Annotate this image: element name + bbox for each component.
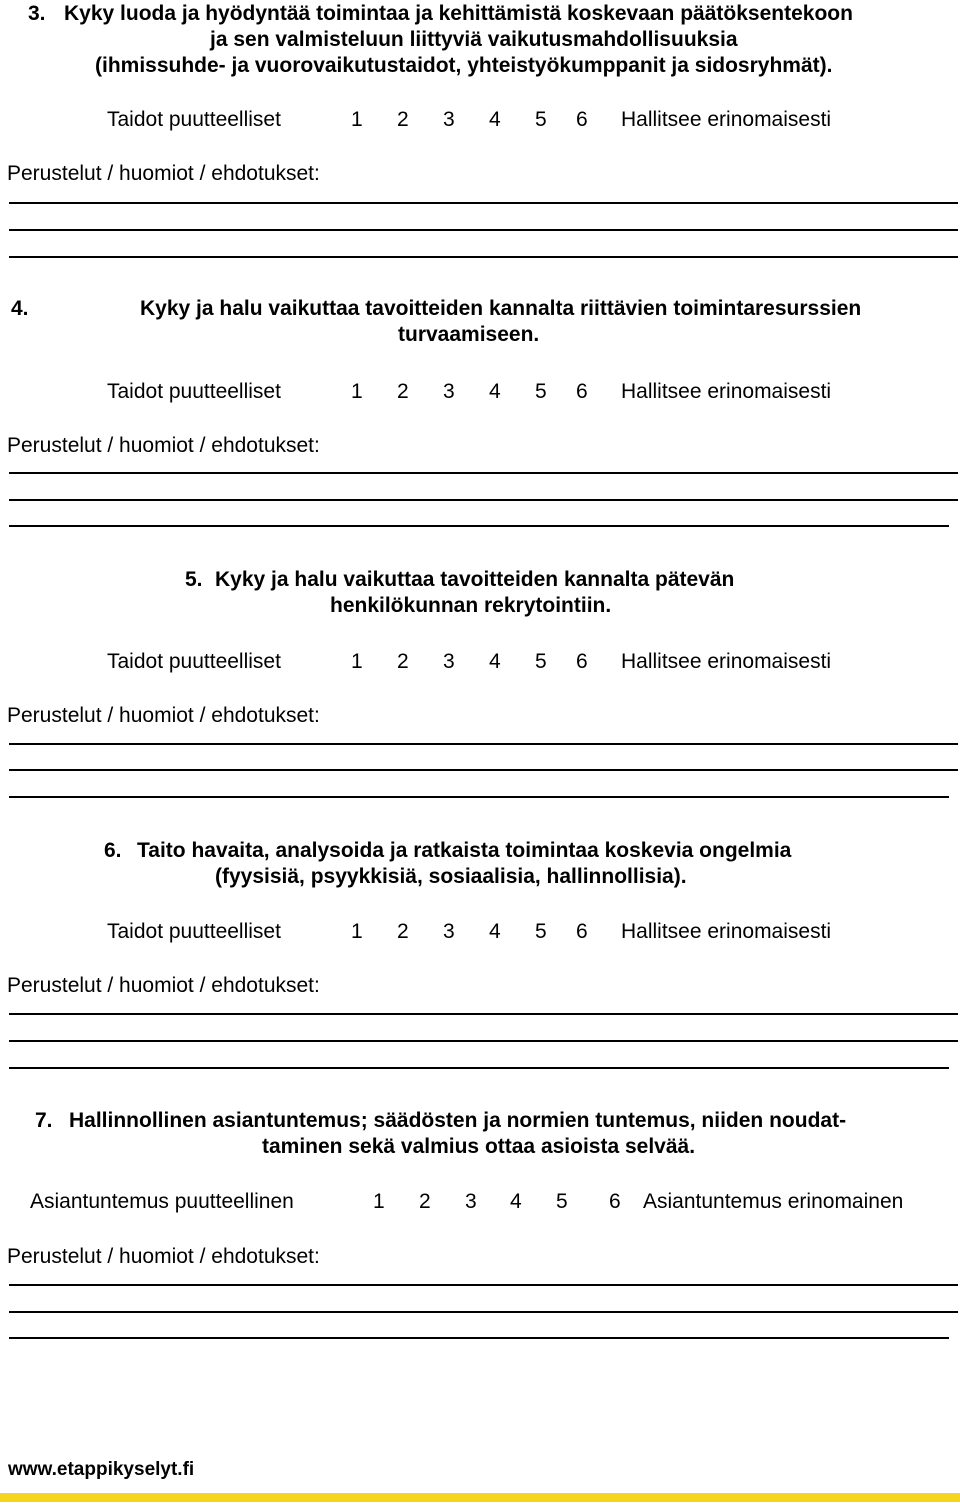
scale-option-4[interactable]: 4 [489, 108, 501, 131]
scale-option-4[interactable]: 4 [489, 650, 501, 673]
question-3-text-line-3: (ihmissuhde- ja vuorovaikutustaidot, yhteistyökumppanit ja sidosryhmät). [95, 54, 833, 77]
scale-option-6[interactable]: 6 [576, 650, 588, 673]
question-3-reasons-label: Perustelut / huomiot / ehdotukset: [7, 162, 320, 185]
question-6-number: 6. [104, 839, 122, 862]
scale-low-label: Taidot puutteelliset [107, 108, 281, 131]
scale-option-5[interactable]: 5 [556, 1190, 568, 1213]
question-6-text-line-2: (fyysisiä, psyykkisiä, sosiaalisia, hallinnollisia). [215, 865, 687, 888]
scale-option-2[interactable]: 2 [397, 650, 409, 673]
scale-option-1[interactable]: 1 [351, 920, 363, 943]
scale-option-5[interactable]: 5 [535, 920, 547, 943]
scale-option-1[interactable]: 1 [373, 1190, 385, 1213]
scale-high-label: Hallitsee erinomaisesti [621, 380, 832, 403]
question-5-rating-scale [0, 650, 960, 676]
scale-option-1[interactable]: 1 [351, 380, 363, 403]
scale-low-label: Taidot puutteelliset [107, 650, 281, 673]
scale-option-3[interactable]: 3 [443, 108, 455, 131]
scale-high-label: Hallitsee erinomaisesti [621, 108, 832, 131]
scale-low-label: Taidot puutteelliset [107, 920, 281, 943]
question-5-number: 5. [185, 568, 203, 591]
scale-option-2[interactable]: 2 [397, 108, 409, 131]
question-3-rating-scale [0, 108, 960, 134]
question-7-number: 7. [35, 1109, 53, 1132]
scale-option-4[interactable]: 4 [489, 380, 501, 403]
footer-accent-bar [0, 1493, 960, 1502]
scale-option-2[interactable]: 2 [419, 1190, 431, 1213]
question-6-text-line-1: Taito havaita, analysoida ja ratkaista toimintaa koskevia ongelmia [137, 839, 792, 862]
question-4-reasons-label: Perustelut / huomiot / ehdotukset: [7, 434, 320, 457]
scale-option-3[interactable]: 3 [443, 650, 455, 673]
answer-line[interactable] [9, 743, 958, 745]
scale-option-6[interactable]: 6 [609, 1190, 621, 1213]
answer-line[interactable] [9, 1067, 949, 1069]
scale-option-1[interactable]: 1 [351, 650, 363, 673]
question-3-text-line-1: Kyky luoda ja hyödyntää toimintaa ja kehittämistä koskevaan päätöksentekoon [64, 2, 853, 25]
scale-option-2[interactable]: 2 [397, 920, 409, 943]
scale-option-6[interactable]: 6 [576, 108, 588, 131]
question-5-reasons-label: Perustelut / huomiot / ehdotukset: [7, 704, 320, 727]
answer-line[interactable] [9, 525, 949, 527]
answer-line[interactable] [9, 256, 958, 258]
scale-high-label: Hallitsee erinomaisesti [621, 650, 832, 673]
scale-option-3[interactable]: 3 [443, 380, 455, 403]
scale-option-5[interactable]: 5 [535, 108, 547, 131]
scale-option-6[interactable]: 6 [576, 920, 588, 943]
answer-line[interactable] [9, 499, 958, 501]
question-4-heading [0, 296, 960, 350]
question-7-text-line-1: Hallinnollinen asiantuntemus; säädösten ja normien tuntemus, niiden noudat- [69, 1109, 847, 1132]
scale-high-label: Hallitsee erinomaisesti [621, 920, 832, 943]
question-4-text-line-1: Kyky ja halu vaikuttaa tavoitteiden kannalta riittävien toimintaresurssien [140, 297, 862, 320]
answer-line[interactable] [9, 229, 958, 231]
answer-line[interactable] [9, 1284, 958, 1286]
scale-option-4[interactable]: 4 [489, 920, 501, 943]
answer-line[interactable] [9, 472, 958, 474]
question-7-rating-scale [0, 1190, 960, 1216]
question-7-text-line-2: taminen sekä valmius ottaa asioista selvää. [262, 1135, 696, 1158]
question-7-heading [0, 1108, 960, 1162]
question-6-heading [0, 838, 960, 892]
question-3-text-line-2: ja sen valmisteluun liittyviä vaikutusmahdollisuuksia [210, 28, 738, 51]
question-3-heading [0, 0, 960, 80]
scale-option-6[interactable]: 6 [576, 380, 588, 403]
scale-option-2[interactable]: 2 [397, 380, 409, 403]
answer-line[interactable] [9, 1311, 958, 1313]
question-6-reasons-label: Perustelut / huomiot / ehdotukset: [7, 974, 320, 997]
scale-option-4[interactable]: 4 [510, 1190, 522, 1213]
answer-line[interactable] [9, 796, 949, 798]
question-6-rating-scale [0, 920, 960, 946]
scale-high-label: Asiantuntemus erinomainen [643, 1190, 904, 1213]
question-5-text-line-2: henkilökunnan rekrytointiin. [330, 594, 612, 617]
scale-option-1[interactable]: 1 [351, 108, 363, 131]
question-4-text-line-2: turvaamiseen. [398, 323, 540, 346]
scale-option-3[interactable]: 3 [465, 1190, 477, 1213]
question-5-text-line-1: Kyky ja halu vaikuttaa tavoitteiden kannalta pätevän [215, 568, 735, 591]
answer-line[interactable] [9, 769, 958, 771]
footer-url[interactable]: www.etappikyselyt.fi [8, 1459, 195, 1480]
answer-line[interactable] [9, 1040, 958, 1042]
scale-option-3[interactable]: 3 [443, 920, 455, 943]
question-4-rating-scale [0, 380, 960, 406]
answer-line[interactable] [9, 202, 958, 204]
answer-line[interactable] [9, 1337, 949, 1339]
question-4-number: 4. [11, 297, 29, 320]
question-5-heading [0, 567, 960, 621]
answer-line[interactable] [9, 1013, 958, 1015]
scale-low-label: Asiantuntemus puutteellinen [30, 1190, 294, 1213]
scale-low-label: Taidot puutteelliset [107, 380, 281, 403]
question-3-number: 3. [28, 2, 46, 25]
scale-option-5[interactable]: 5 [535, 650, 547, 673]
question-7-reasons-label: Perustelut / huomiot / ehdotukset: [7, 1245, 320, 1268]
scale-option-5[interactable]: 5 [535, 380, 547, 403]
